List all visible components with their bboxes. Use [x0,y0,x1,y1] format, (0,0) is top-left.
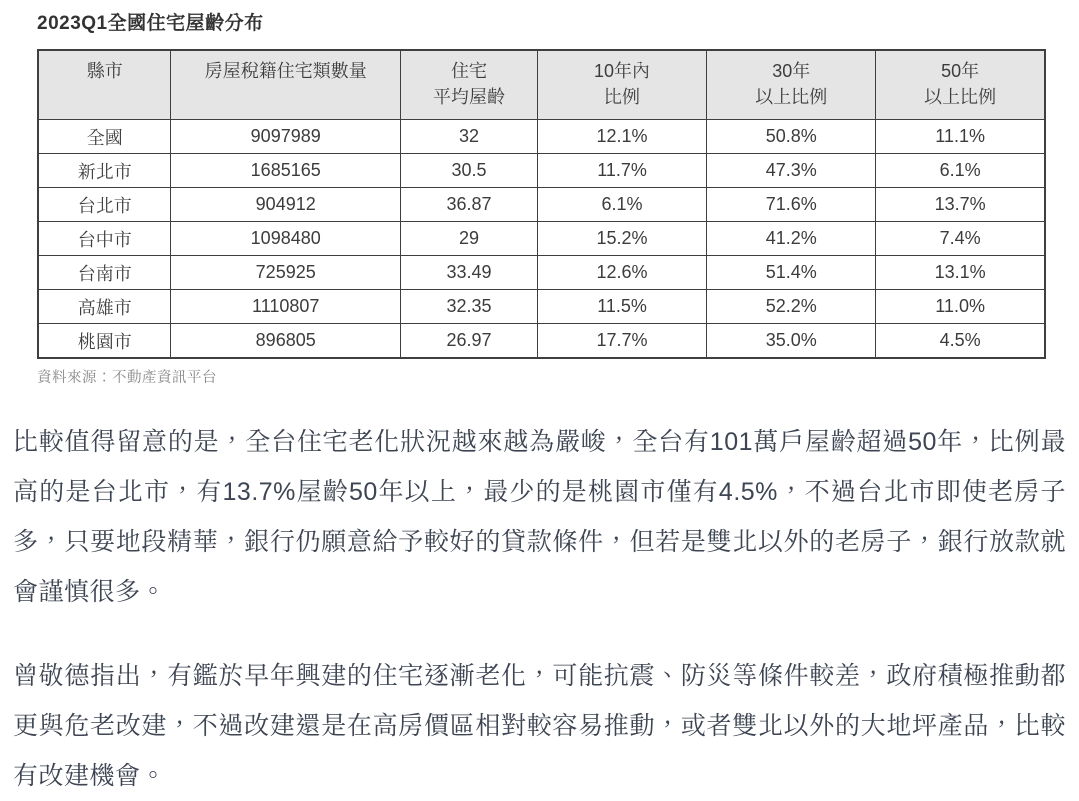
cell-count: 725925 [171,256,401,290]
article-paragraph-1: 比較值得留意的是，全台住宅老化狀況越來越為嚴峻，全台有101萬戶屋齡超過50年，比例最高的是台北市，有13.7%屋齡50年以上，最少的是桃園市僅有4.5%，不過台北市即使老房子多，只要地段精華，銀行仍願意給予較好的貸款條件，但若是雙北以外的老房子，銀行放款就會謹慎很多。 [13,428,1066,606]
housing-age-table [37,49,1046,359]
cell-over-50y: 11.0% [876,290,1045,324]
cell-over-50y: 4.5% [876,324,1045,359]
cell-under-10y: 15.2% [537,222,706,256]
cell-avg-age: 26.97 [401,324,538,359]
cell-over-30y: 71.6% [707,188,876,222]
header-under-10y-ratio: 10年內 比例 [537,50,706,120]
table-row [38,120,1045,154]
cell-count: 1098480 [171,222,401,256]
cell-count: 896805 [171,324,401,359]
cell-over-30y: 41.2% [707,222,876,256]
table-title: 2023Q1全國住宅屋齡分布 [37,13,264,34]
header-over-50y-ratio: 50年 以上比例 [876,50,1045,120]
cell-avg-age: 32 [401,120,538,154]
cell-avg-age: 30.5 [401,154,538,188]
cell-under-10y: 6.1% [537,188,706,222]
cell-under-10y: 17.7% [537,324,706,359]
cell-over-30y: 50.8% [707,120,876,154]
header-registered-count: 房屋稅籍住宅類數量 [171,50,401,120]
cell-county: 新北市 [38,154,171,188]
cell-count: 1685165 [171,154,401,188]
cell-county: 高雄市 [38,290,171,324]
table-row [38,222,1045,256]
cell-over-30y: 51.4% [707,256,876,290]
cell-count: 1110807 [171,290,401,324]
table-header-row [38,50,1045,120]
cell-avg-age: 36.87 [401,188,538,222]
cell-over-30y: 52.2% [707,290,876,324]
article-body [0,417,1079,801]
cell-over-50y: 11.1% [876,120,1045,154]
cell-count: 9097989 [171,120,401,154]
table-row [38,256,1045,290]
cell-avg-age: 32.35 [401,290,538,324]
cell-avg-age: 33.49 [401,256,538,290]
cell-over-30y: 35.0% [707,324,876,359]
cell-over-30y: 47.3% [707,154,876,188]
cell-under-10y: 11.5% [537,290,706,324]
housing-age-figure [0,0,1079,387]
table-body [38,120,1045,359]
cell-county: 台中市 [38,222,171,256]
cell-avg-age: 29 [401,222,538,256]
header-county: 縣市 [38,50,171,120]
cell-count: 904912 [171,188,401,222]
table-row [38,324,1045,359]
cell-under-10y: 11.7% [537,154,706,188]
table-row [38,290,1045,324]
article-paragraph-2: 曾敬德指出，有鑑於早年興建的住宅逐漸老化，可能抗震、防災等條件較差，政府積極推動都更與危老改建，不過改建還是在高房價區相對較容易推動，或者雙北以外的大地坪產品，比較有改建機會。 [13,662,1066,790]
cell-over-50y: 13.1% [876,256,1045,290]
cell-over-50y: 13.7% [876,188,1045,222]
cell-county: 全國 [38,120,171,154]
header-over-30y-ratio: 30年 以上比例 [707,50,876,120]
table-row [38,154,1045,188]
table-row [38,188,1045,222]
cell-county: 桃園市 [38,324,171,359]
cell-under-10y: 12.1% [537,120,706,154]
header-average-age: 住宅 平均屋齡 [401,50,538,120]
cell-under-10y: 12.6% [537,256,706,290]
cell-over-50y: 7.4% [876,222,1045,256]
cell-over-50y: 6.1% [876,154,1045,188]
cell-county: 台南市 [38,256,171,290]
data-source-note: 資料來源：不動產資訊平台 [37,370,217,386]
cell-county: 台北市 [38,188,171,222]
